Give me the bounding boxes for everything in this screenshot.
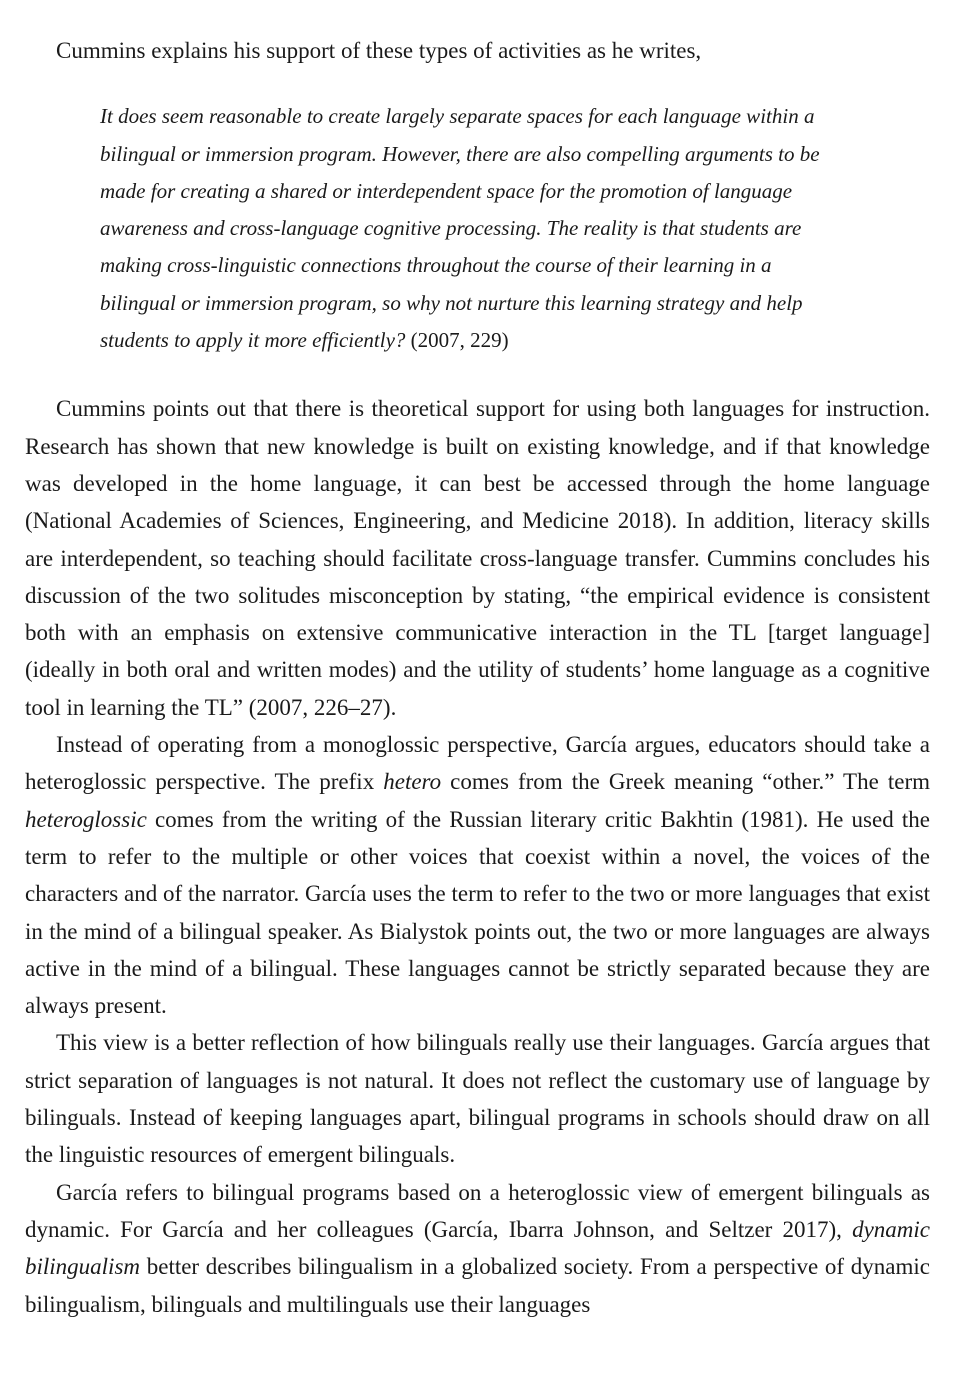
- term-dynamic-bilingualism: dynamic bilingualism: [25, 1216, 930, 1280]
- paragraph-2-text-c: comes from the writing of the Russian literary critic Bakhtin (1981). He used the term to refer to the multiple or other voices that coexist within a novel, the voices of the characters and of the narrator. García uses the term to refer to the two or more languages that exist in the mind of a bilingual speaker. As Bialystok points out, the two or more languages are always active in the mind of a bilingual. These languages cannot be strictly separated because they are always present.: [25, 806, 930, 1019]
- paragraph-2-text-a: Instead of operating from a monoglossic perspective, García argues, educators should take a heteroglossic perspective. The prefix: [25, 732, 930, 795]
- intro-paragraph: Cummins explains his support of these types of activities as he writes,: [56, 38, 702, 63]
- paragraph-2: [25, 726, 930, 1024]
- paragraph-2-text-b: comes from the Greek meaning “other.” The term: [441, 769, 930, 795]
- block-quote-citation: (2007, 229): [405, 328, 509, 353]
- paragraph-4-text-b: better describes bilingualism in a globalized society. From a perspective of dynamic bilingualism, bilinguals and multilinguals use their languages: [25, 1254, 930, 1317]
- paragraph-4-text-a: García refers to bilingual programs based on a heteroglossic view of emergent bilinguals as dynamic. For García and her colleagues (García, Ibarra Johnson, and Seltzer 2017),: [25, 1179, 930, 1242]
- block-quote-text: It does seem reasonable to create largely separate spaces for each language within a bilingual or immersion program. However, there are also compelling arguments to be made for creating a shared or interdependent space for the promotion of language awareness and cross-language cognitive processing. The reality is that students are making cross-linguistic connections throughout the course of their learning in a bilingual or immersion program, so why not nurture this learning strategy and help students to apply it more efficiently?: [100, 104, 820, 353]
- paragraph-3: This view is a better reflection of how bilinguals really use their languages. García argues that strict separation of languages is not natural. It does not reflect the customary use of language by bilinguals. Instead of keeping languages apart, bilingual programs in schools should draw on all the linguistic resources of emergent bilinguals.: [25, 1030, 930, 1168]
- paragraph-4: [25, 1174, 930, 1323]
- term-heteroglossic: heteroglossic: [25, 806, 147, 832]
- page-body: [25, 32, 930, 1323]
- block-quote: [100, 98, 840, 359]
- term-hetero: hetero: [383, 769, 442, 795]
- paragraph-1: Cummins points out that there is theoretical support for using both languages for instruction. Research has shown that new knowledge is built on existing knowledge, and if that knowledge was developed in the home language, it can best be accessed through the home language (National Academies of Sciences, Engineering, and Medicine 2018). In addition, literacy skills are interdependent, so teaching should facilitate cross-language transfer. Cummins concludes his discussion of the two solitudes misconception by stating, “the empirical evidence is consistent both with an emphasis on extensive communicative interaction in the TL [target language] (ideally in both oral and written modes) and the utility of students’ home language as a cognitive tool in learning the TL” (2007, 226–27).: [25, 396, 930, 720]
